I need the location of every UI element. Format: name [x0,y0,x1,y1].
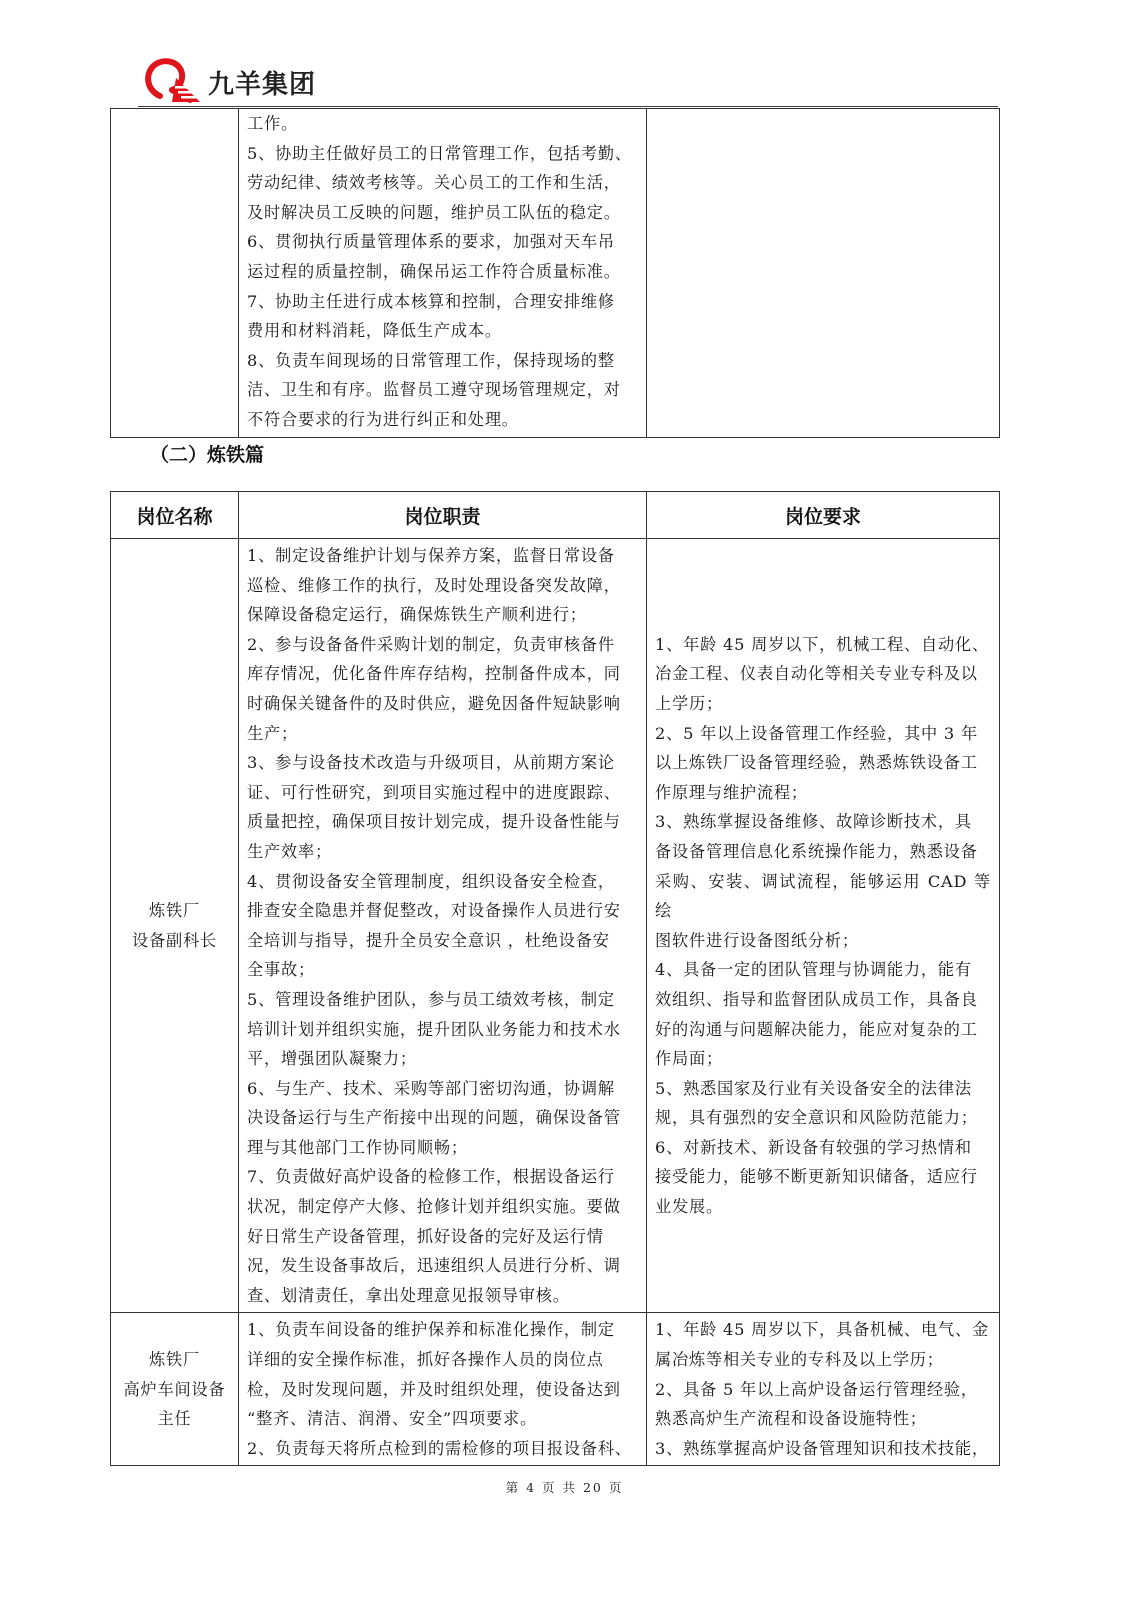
requirements-cell [647,109,1000,438]
header-requirements: 岗位要求 [647,492,1000,539]
duties-text: 工作。 5、协助主任做好员工的日常管理工作，包括考勤、 劳动纪律、绩效考核等。关心员工的工作和生活， 及时解决员工反映的问题，维护员工队伍的稳定。 6、贯彻执行质量管理体系的要求，加强对天车吊 运过程的质量控制，确保吊运工作符合质量标准。 7、协助主任进行成本核算和控制，合理安排维修 费用和材料消耗，降低生产成本。 8、负责车间现场的日常管理工作，保持现场的整 洁、卫生和有序。监督员工遵守现场管理规定，对 不符合要求的行为进行纠正和处理。 [247,114,632,429]
requirements-text: 1、年龄 45 周岁以下，具备机械、电气、金 属冶炼等相关专业的专科及以上学历； 2、具备 5 年以上高炉设备运行管理经验， 熟悉高炉生产流程和设备设施特性； 3、熟练掌握高炉设备管理知识和技术技能， [655,1320,989,1458]
position-name-cell [111,1313,239,1466]
position-name-cell [111,109,239,438]
continuation-table [110,108,1000,438]
section-title: （二）炼铁篇 [150,444,265,466]
table-header-row [111,492,1000,539]
header-duties: 岗位职责 [239,492,647,539]
position-name: 炼铁厂 高炉车间设备 主任 [123,1350,226,1429]
page-number: 第 4 页 共 20 页 [505,1480,624,1495]
company-name: 九羊集团 [208,70,317,100]
position-name-cell [111,539,239,1313]
position-name: 炼铁厂 设备副科长 [132,901,217,950]
company-logo-icon [142,56,204,104]
duties-cell [239,1313,647,1466]
table-row [111,1313,1000,1466]
header-divider [138,106,998,107]
positions-table [110,491,1000,1466]
requirements-cell [647,1313,1000,1466]
duties-text: 1、制定设备维护计划与保养方案，监督日常设备 巡检、维修工作的执行，及时处理设备突发故障， 保障设备稳定运行，确保炼铁生产顺利进行； 2、参与设备备件采购计划的制定，负责审核备件 库存情况，优化备件库存结构，控制备件成本，同 时确保关键备件的及时供应，避免因备件短缺影响 生产； 3、参与设备技术改造与升级项目，从前期方案论 证、可行性研究，到项目实施过程中的进度跟踪、 质量把控，确保项目按计划完成，提升设备性能与 生产效率； 4、贯彻设备安全管理制度，组织设备安全检查， 排查安全隐患并督促整改，对设备操作人员进行安 全培训与指导，提升全员安全意识 ，杜绝设备安 全事故； 5、管理设备维护团队，参与员工绩效考核，制定 培训计划并组织实施，提升团队业务能力和技术水 平，增强团队凝聚力； 6、与生产、技术、采购等部门密切沟通，协调解 决设备运行与生产衔接中出现的问题，确保设备管 理与其他部门工作协同顺畅； 7、负责做好高炉设备的检修工作，根据设备运行 状况，制定停产大修、抢修计划并组织实施。要做 好日常生产设备管理，抓好设备的完好及运行情 况，发生设备事故后，迅速组织人员进行分析、调 查、划清责任，拿出处理意见报领导审核。 [247,546,621,1305]
table-row [111,539,1000,1313]
header-position-name: 岗位名称 [111,492,239,539]
page-header [138,52,998,108]
table-row [111,109,1000,438]
requirements-cell [647,539,1000,1313]
requirements-text: 1、年龄 45 周岁以下，机械工程、自动化、 冶金工程、仪表自动化等相关专业专科及以 上学历； 2、5 年以上设备管理工作经验，其中 3 年 以上炼铁厂设备管理经验，熟悉炼铁设备工 作原理与维护流程； 3、熟练掌握设备维修、故障诊断技术，具 备设备管理信息化系统操作能力，熟悉设备 采购、安装、调试流程，能够运用 CAD 等绘 图软件进行设备图纸分析； 4、具备一定的团队管理与协调能力，能有 效组织、指导和监督团队成员工作，具备良 好的沟通与问题解决能力，能应对复杂的工 作局面； 5、熟悉国家及行业有关设备安全的法律法 规，具有强烈的安全意识和风险防范能力； 6、对新技术、新设备有较强的学习热情和 接受能力，能够不断更新知识储备，适应行 业发展。 [655,634,991,1217]
duties-text: 1、负责车间设备的维护保养和标准化操作，制定 详细的安全操作标准，抓好各操作人员的岗位点 检，及时发现问题，并及时组织处理，使设备达到 “整齐、清洁、润滑、安全”四项要求。 2、负责每天将所点检到的需检修的项目报设备科、 [247,1320,632,1458]
duties-cell [239,109,647,438]
duties-cell [239,539,647,1313]
